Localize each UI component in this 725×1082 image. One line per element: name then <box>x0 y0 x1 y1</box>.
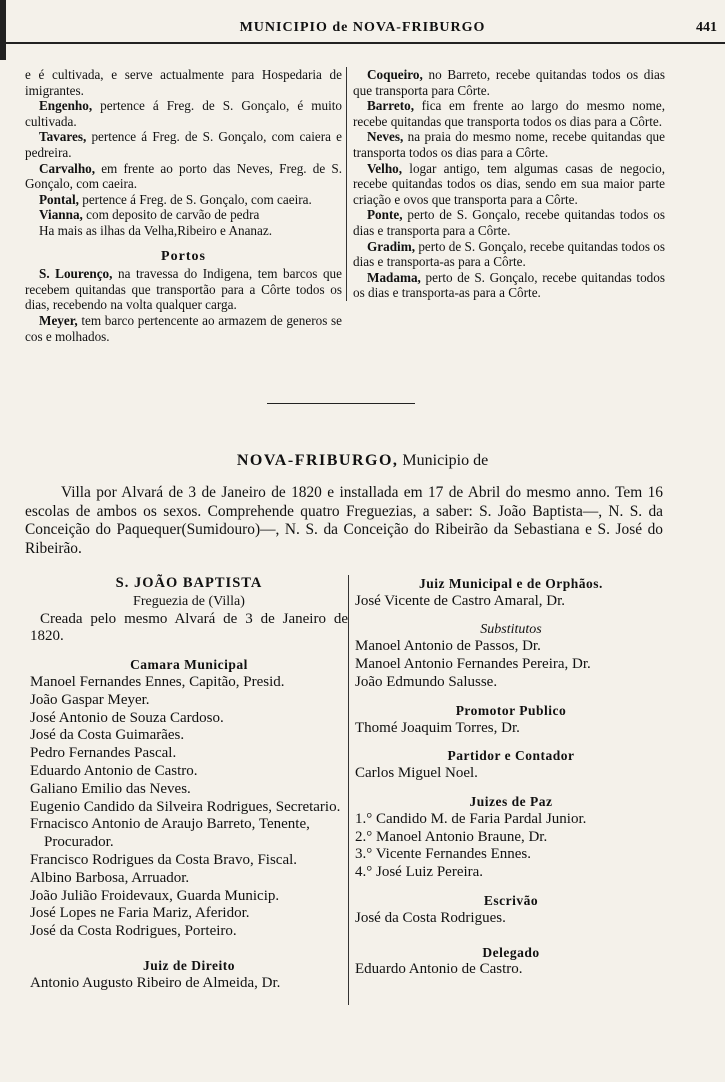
entry-vianna <box>25 207 342 223</box>
entry-name: Madama, <box>367 269 421 285</box>
entry-name: Neves, <box>367 129 404 145</box>
entry-name: Ponte, <box>367 207 403 223</box>
entry-tavares <box>25 129 342 160</box>
municipio-title <box>0 452 725 470</box>
municipio-intro <box>25 484 663 558</box>
list-item: José Antonio de Souza Cardoso. <box>30 709 224 726</box>
entry-text: tem barco pertencente ao armazem de generos se cos e molhados. <box>25 312 342 344</box>
creada-text: Creada pelo mesmo Alvará de 3 de Janeiro de 1820. <box>30 610 348 645</box>
entry-text: pertence á Freg. de S. Gonçalo, com caeira. <box>78 191 312 207</box>
entry-name: Engenho, <box>39 98 93 114</box>
entry-name: Coqueiro, <box>367 67 423 82</box>
camara-title: Camara Municipal <box>130 657 248 673</box>
list-item: Manoel Antonio Fernandes Pereira, Dr. <box>355 656 591 673</box>
entry-name: Pontal, <box>39 191 79 207</box>
list-item: Eugenio Candido da Silveira Rodrigues, Secretario. <box>30 798 341 815</box>
entry-name: Tavares, <box>39 129 87 145</box>
entry-text: perto de S. Gonçalo, recebe quitandas todos os dias e transporta-as para a Côrte. <box>353 269 665 301</box>
partidor-name: Carlos Miguel Noel. <box>355 765 478 782</box>
list-item: Eduardo Antonio de Castro. <box>30 762 198 779</box>
substitutos-title: Substitutos <box>480 621 542 637</box>
entry-lourenco <box>25 266 342 313</box>
entry-text: no Barreto, recebe quitandas todos os dias que transporta para Côrte. <box>353 67 665 98</box>
portos-title: Portos <box>161 248 206 264</box>
entry-neves <box>353 129 665 160</box>
list-item: 3.° Vicente Fernandes Ennes. <box>355 846 532 863</box>
juiz-municipal-title: Juiz Municipal e de Orphãos. <box>419 576 603 591</box>
promotor-name: Thomé Joaquim Torres, Dr. <box>355 719 520 736</box>
entry-engenho <box>25 98 342 129</box>
municipio-label: Municipio de <box>398 452 489 469</box>
delegado-name: Eduardo Antonio de Castro. <box>355 961 523 978</box>
running-header <box>0 20 725 44</box>
sjb-column <box>30 575 348 993</box>
entry-carvalho <box>25 161 342 192</box>
list-item: José Lopes ne Faria Mariz, Aferidor. <box>30 905 250 922</box>
entry-madama <box>353 270 665 301</box>
juiz-municipal-name: José Vicente de Castro Amaral, Dr. <box>355 592 566 609</box>
top-right-column <box>346 67 665 301</box>
entry-pontal <box>25 192 342 208</box>
list-item: José da Costa Rodrigues, Porteiro. <box>30 923 237 940</box>
list-item: Pedro Fernandes Pascal. <box>30 745 177 762</box>
entry-text: perto de S. Gonçalo, recebe quitandas todos os dias e transporta para a Côrte. <box>353 207 665 238</box>
partidor-title: Partidor e Contador <box>447 748 575 764</box>
list-item: Manoel Antonio de Passos, Dr. <box>355 638 541 655</box>
entry-text: perto de S. Gonçalo, recebe quitandas todos os dias e transporta-as para a Côrte. <box>353 238 665 270</box>
juizes-paz-title: Juizes de Paz <box>469 793 553 809</box>
section-divider <box>267 403 415 404</box>
camara-list <box>30 674 348 941</box>
entry-text: pertence á Freg. de S. Gonçalo, é muito cultivada. <box>25 98 342 129</box>
list-item: 1.° Candido M. de Faria Pardal Junior. <box>355 810 587 827</box>
hospedaria-text: e é cultivada, e serve actualmente para Hospedaria de imigrantes. <box>25 67 342 98</box>
entry-gradim <box>353 239 665 270</box>
entry-name: S. Lourenço, <box>39 266 113 282</box>
entry-barreto <box>353 98 665 129</box>
entry-text: fica em frente ao largo do mesmo nome, recebe quitandas que transporta todos os dias para a Côrte. <box>353 98 665 129</box>
escrivao-title: Escrivão <box>483 892 539 908</box>
entry-name: Velho, <box>367 160 403 176</box>
freguezia-subtitle: Freguezia de (Villa) <box>133 593 245 609</box>
entry-name: Meyer, <box>39 312 78 328</box>
juiz-direito-title: Juiz de Direito <box>143 957 235 973</box>
entry-text: em frente ao porto das Neves, Freg. de S. Gonçalo, com caeira. <box>25 160 342 192</box>
page-number: 441 <box>696 20 717 35</box>
entry-name: Gradim, <box>367 238 415 254</box>
header-title: MUNICIPIO de NOVA-FRIBURGO <box>239 20 486 35</box>
entry-name: Barreto, <box>367 98 414 114</box>
escrivao-name: José da Costa Rodrigues. <box>355 909 506 926</box>
entry-text: na praia do mesmo nome, recebe quitandas que transporta todos os dias para a Côrte. <box>353 129 665 160</box>
list-item: 4.° José Luiz Pereira. <box>355 864 484 881</box>
entry-text: pertence á Freg. de S. Gonçalo, com caiera e pedreira. <box>25 129 342 160</box>
entry-text: na travessa do Indigena, tem barcos que recebem quitandas que transportão para a Côrte todos os dias, recebendo na volta qualquer carga. <box>25 266 343 313</box>
list-item: Galiano Emilio das Neves. <box>30 780 191 797</box>
promotor-title: Promotor Publico <box>455 702 567 718</box>
juiz-direito-name: Antonio Augusto Ribeiro de Almeida, Dr. <box>30 974 281 991</box>
list-item: João Gaspar Meyer. <box>30 691 150 708</box>
officials-column <box>348 575 667 1005</box>
list-item: João Edmundo Salusse. <box>355 673 498 690</box>
freguezia-title: S. JOÃO BAPTISTA <box>115 575 263 591</box>
list-item: Frnacisco Antonio de Araujo Barreto, Tenente, Procurador. <box>30 816 310 851</box>
list-item: Albino Barbosa, Arruador. <box>30 869 190 886</box>
entry-text: logar antigo, tem algumas casas de negocio, recebe quitandas todos os dias, sendo em sua maior parte criação e ovos que transporta para a Côrte. <box>353 160 665 207</box>
list-item: João Julião Froidevaux, Guarda Municip. <box>30 887 280 904</box>
list-item: Manoel Fernandes Ennes, Capitão, Presid. <box>30 673 285 690</box>
entry-name: Carvalho, <box>39 160 96 176</box>
entry-text: com deposito de carvão de pedra <box>82 207 260 223</box>
list-item: 2.° Manoel Antonio Braune, Dr. <box>355 828 548 845</box>
list-item: Francisco Rodrigues da Costa Bravo, Fiscal. <box>30 851 298 868</box>
intro-text: Villa por Alvará de 3 de Janeiro de 1820 e installada em 17 de Abril do mesmo anno. Tem 16 escolas de ambos os sexos. Comprehende quatro Freguezias, a saber: S. João Baptista—, N. S. da Conceição do Paquequer(Sumidouro)—, N. S. da Conceição do Ribeirão da Sebastiana e S. José do Ribeirão. <box>25 484 663 557</box>
municipio-name: NOVA-FRIBURGO, <box>236 452 399 469</box>
ha-mais-text: Ha mais as ilhas da Velha,Ribeiro e Ananaz. <box>39 222 273 238</box>
entry-coqueiro <box>353 67 665 98</box>
entry-ponte <box>353 207 665 238</box>
entry-velho <box>353 161 665 208</box>
list-item: José da Costa Guimarães. <box>30 727 185 744</box>
entry-name: Vianna, <box>39 207 83 223</box>
delegado-title: Delegado <box>482 944 540 960</box>
entry-meyer <box>25 313 342 344</box>
top-left-column <box>25 67 342 344</box>
